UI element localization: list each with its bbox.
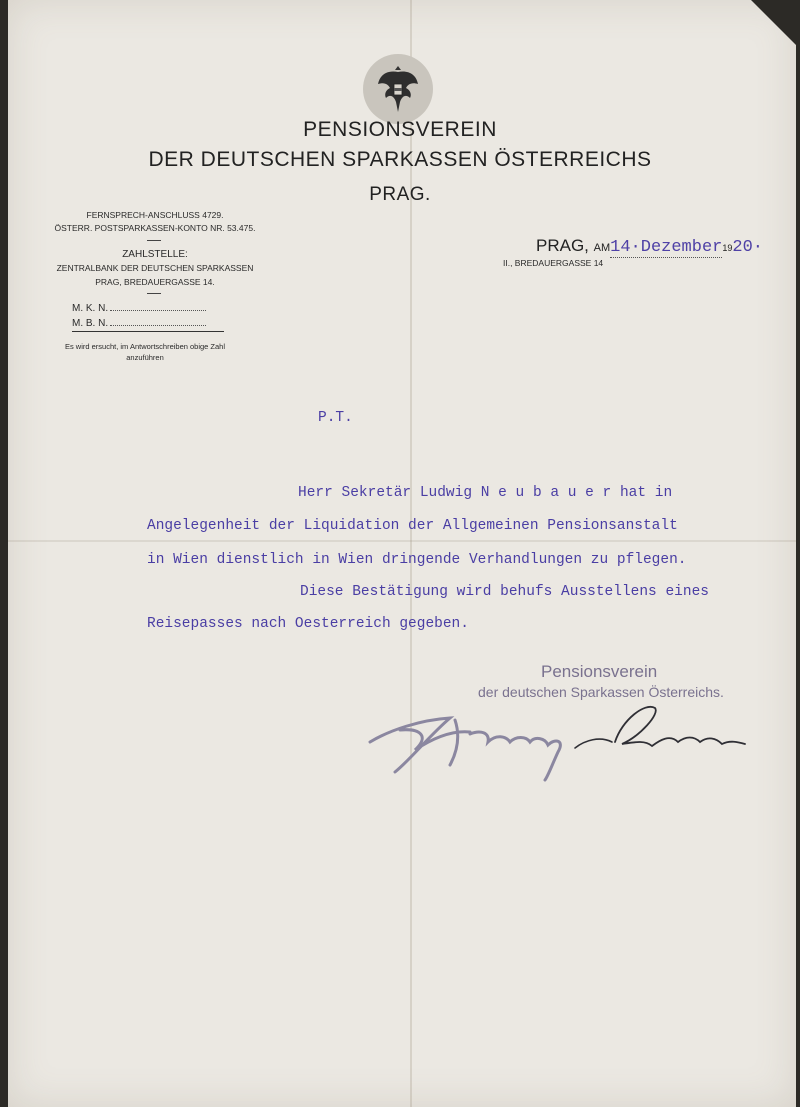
letterhead-line-2: DER DEUTSCHEN SPARKASSEN ÖSTERREICHS	[148, 148, 652, 171]
fold-crease-horizontal	[8, 540, 796, 542]
stamp-line-2: der deutschen Sparkassen Österreichs.	[478, 684, 724, 700]
date-am: AM	[593, 242, 611, 254]
year-prefix: 19	[722, 243, 733, 253]
payment-title: ZAHLSTELLE:	[122, 249, 188, 260]
stamp-line-1: Pensionsverein	[541, 662, 658, 681]
date-year: 20·	[732, 238, 763, 257]
body-line-3: in Wien dienstlich in Wien dringende Verhandlungen zu pflegen.	[147, 552, 687, 568]
salutation: P.T.	[318, 410, 353, 426]
body-line-1: Herr Sekretär Ludwig N e u b a u e r hat in	[298, 485, 673, 501]
postal-account: ÖSTERR. POSTSPARKASSEN-KONTO NR. 53.475.	[54, 223, 256, 233]
handwritten-signature	[360, 690, 760, 800]
coat-of-arms-eagle-icon	[363, 54, 433, 124]
office-address: II., BREDAUERGASSE 14	[503, 258, 604, 268]
mbn-field	[72, 318, 206, 329]
letterhead-line-3: PRAG.	[369, 184, 431, 205]
body-line-2: Angelegenheit der Liquidation der Allgemeinen Pensionsanstalt	[147, 518, 678, 534]
date-value: 14·Dezember	[610, 238, 723, 257]
reference-note-2: anzuführen	[126, 353, 164, 362]
date-place: PRAG,	[536, 236, 589, 255]
reference-note-1: Es wird ersucht, im Antwortschreiben obige Zahl	[64, 342, 226, 351]
payment-address: PRAG, BREDAUERGASSE 14.	[95, 277, 215, 287]
date-line	[536, 236, 763, 258]
phone-number: FERNSPRECH-ANSCHLUSS 4729.	[86, 210, 224, 220]
letterhead-line-1: PENSIONSVEREIN	[303, 118, 497, 141]
mbn-label: M. B. N.	[72, 318, 109, 329]
body-line-5: Reisepasses nach Oesterreich gegeben.	[147, 616, 469, 632]
body-line-4: Diese Bestätigung wird behufs Ausstellens eines	[300, 584, 709, 600]
torn-corner	[751, 0, 796, 45]
mkn-label: M. K. N.	[72, 303, 109, 314]
divider	[147, 293, 161, 294]
payment-bank: ZENTRALBANK DER DEUTSCHEN SPARKASSEN	[56, 263, 254, 273]
divider	[147, 240, 161, 241]
mkn-field	[72, 303, 206, 314]
divider	[72, 331, 224, 332]
